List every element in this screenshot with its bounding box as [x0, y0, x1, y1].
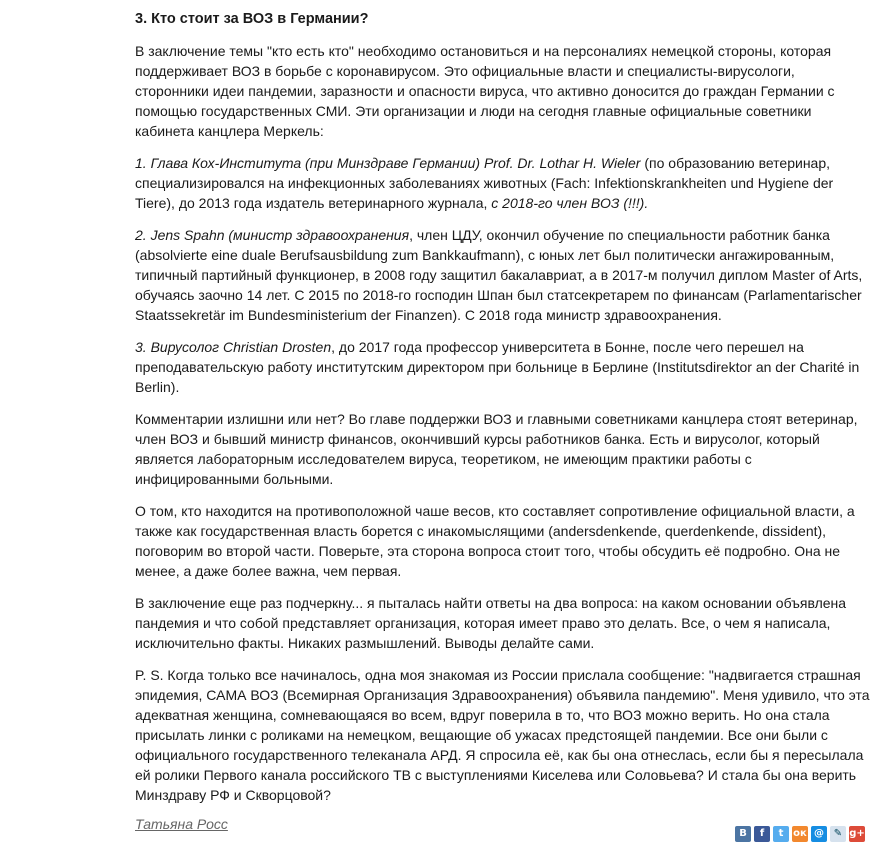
article-heading: 3. Кто стоит за ВОЗ в Германии?: [135, 11, 369, 27]
odnoklassniki-icon[interactable]: ок: [792, 826, 808, 842]
vk-icon[interactable]: В: [735, 826, 751, 842]
paragraph-spahn-title: 2. Jens Spahn (министр здравоохранения: [135, 227, 410, 243]
facebook-icon[interactable]: f: [754, 826, 770, 842]
author-link[interactable]: Татьяна Росс: [135, 816, 228, 832]
paragraph-drosten-text: , до 2017 года профессор университета в Бонне, после чего перешел на преподавательскую работу институтским директором при больнице в Берлине (Institutsdirektor an der Charité in Berlin).: [135, 339, 860, 395]
paragraph-postscript: P. S. Когда только все начиналось, одна моя знакомая из России прислала сообщение: "надвигается страшная эпидемия, САМА ВОЗ (Всемирная Организация Здравоохранения) объявила пандемию". Меня удивило, что эта адекватная женщина, сомневающаяся во всем, вдруг поверила в то, что ВОЗ можно верить. Но она стала присылать линки с роликами на немецком, вещающие об ужасах предстоящей пандемии. Все они были с официального государственного телеканала АРД. Я спросила её, как бы она отнеслась, если бы я пересылала ей ролики Первого канала российского ТВ с выступлениями Киселева или Соловьева? И стала бы она верить Минздраву РФ и Скворцовой?: [135, 667, 870, 803]
share-bar: [735, 826, 865, 842]
twitter-icon[interactable]: t: [773, 826, 789, 842]
paragraph-spahn-text: , член ЦДУ, окончил обучение по специальности работник банка (absolvierte eine duale Berufsausbildung zum Bankkaufmann), с юных лет был политически ангажированным, типичный партийный функционер, в 2008 году защитил бакалавриат, а в 2017-м получил диплом Master of Arts, обучаясь заочно 14 лет. С 2015 по 2018-го господин Шпан был статсекретарем по финансам (Parlamentarischer Staatssekretär im Bundesministerium der Finanzen). С 2018 года министр здравоохранения.: [135, 227, 863, 323]
paragraph-comments: Комментарии излишни или нет? Во главе поддержки ВОЗ и главными советниками канцлера стоят ветеринар, член ВОЗ и бывший министр финансов, окончивший курсы работников банка. Есть и вирусолог, который является лабораторным исследователем вируса, теоретиком, не имеющим практики работы с инфицированными больными.: [135, 411, 858, 487]
paragraph-wieler-end: с 2018-го член ВОЗ (!!!).: [491, 195, 649, 211]
paragraph-intro: В заключение темы "кто есть кто" необходимо остановиться и на персоналиях немецкой стороны, которая поддерживает ВОЗ в борьбе с коронавирусом. Это официальные власти и специалисты-вирусологи, сторонники идеи пандемии, заразности и опасности вируса, что активно доносится до граждан Германии с помощью государственных СМИ. Эти организации и люди на сегодня главные официальные советники кабинета канцлера Меркель:: [135, 43, 835, 139]
paragraph-spahn: [135, 225, 870, 325]
google-plus-icon[interactable]: g+: [849, 826, 865, 842]
paragraph-drosten: [135, 337, 870, 397]
paragraph-wieler-text: (по образованию ветеринар, специализировался на инфекционных заболеваниях животных (Fach: Infektionskrankheiten und Hygiene der Tiere), до 2013 года издатель ветеринарного журнала,: [135, 155, 834, 211]
livejournal-icon[interactable]: ✎: [830, 826, 846, 842]
paragraph-conclusion: В заключение еще раз подчеркну... я пыталась найти ответы на два вопроса: на каком основании объявлена пандемия и что собой представляет организация, которая имеет право это делать. Все, о чем я написала, исключительно факты. Никаких размышлений. Выводы делайте сами.: [135, 595, 847, 651]
paragraph-wieler: [135, 153, 870, 213]
mailru-icon[interactable]: @: [811, 826, 827, 842]
paragraph-wieler-title: 1. Глава Кох-Института (при Минздраве Германии) Prof. Dr. Lothar H. Wieler: [135, 155, 641, 171]
article: [135, 0, 870, 834]
paragraph-drosten-title: 3. Вирусолог Christian Drosten: [135, 339, 332, 355]
paragraph-opposition: О том, кто находится на противоположной чаше весов, кто составляет сопротивление официальной власти, а также как государственная власть борется с инакомыслящими (andersdenkende, querdenkende, dissident), поговорим во второй части. Поверьте, эта сторона вопроса стоит того, чтобы обсудить её подробно. Она не менее, а даже более важна, чем первая.: [135, 503, 855, 579]
